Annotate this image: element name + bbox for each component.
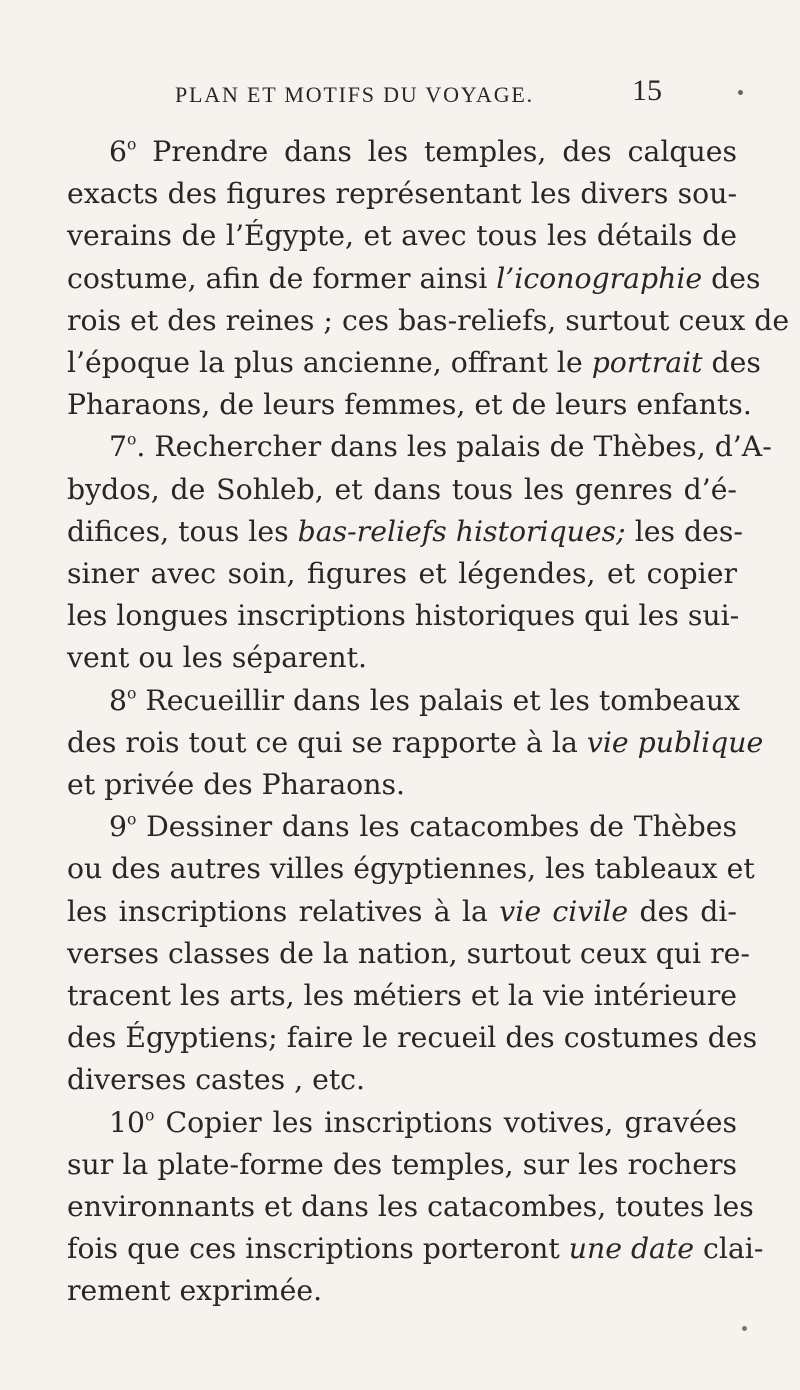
text-run: verses classes de la nation, surtout ceux qui re-	[67, 936, 750, 970]
text-run: verains de l’Égypte, et avec tous les détails de	[67, 219, 737, 253]
page-number: 15	[632, 74, 662, 107]
text-run: fois que ces inscriptions porteront	[67, 1232, 569, 1266]
text-run: les longues inscriptions historiques qui les sui-	[67, 599, 740, 633]
italic-text: l’iconographie	[496, 261, 703, 295]
text-line	[67, 342, 761, 384]
text-run: clai-	[694, 1232, 764, 1266]
text-run: 6	[109, 135, 128, 168]
running-head-title: PLAN ET MOTIFS DU VOYAGE.	[175, 82, 534, 107]
text-run: les inscriptions relatives à la	[67, 894, 500, 928]
text-run: des	[702, 346, 761, 380]
text-run: 7	[109, 430, 128, 464]
ordinal-superscript: o	[127, 810, 137, 829]
ordinal-superscript: o	[145, 1106, 155, 1124]
text-run: Copier les inscriptions votives, gravées	[154, 1105, 737, 1139]
text-run: bydos, de Sohleb, et dans tous les genres d’é-	[67, 472, 737, 506]
paragraph	[67, 1102, 764, 1313]
text-run: les des-	[625, 514, 743, 548]
text-line	[67, 722, 764, 764]
italic-text: une date	[568, 1232, 695, 1266]
text-line	[67, 426, 772, 468]
text-run: des di-	[628, 894, 737, 928]
text-run: diverses castes , etc.	[67, 1063, 366, 1097]
text-run: siner avec soin, figures et légendes, et copier	[67, 557, 737, 591]
text-run: tracent les arts, les métiers et la vie intérieure	[67, 979, 737, 1013]
text-line	[67, 764, 737, 806]
ink-speck	[742, 1326, 747, 1331]
text-line	[67, 1228, 764, 1270]
body-text	[67, 131, 790, 1313]
text-line	[67, 469, 737, 511]
text-line	[67, 384, 752, 426]
ordinal-superscript: o	[127, 430, 137, 449]
text-run: ou des autres villes égyptiennes, les tableaux et	[67, 852, 755, 886]
text-run: vent ou les séparent.	[67, 641, 368, 675]
text-line	[67, 891, 737, 933]
ordinal-superscript: o	[127, 683, 137, 702]
italic-text: portrait	[591, 346, 703, 380]
text-line	[67, 933, 750, 975]
text-line	[67, 300, 790, 342]
text-run: sur la plate-forme des temples, sur les rochers	[67, 1147, 737, 1181]
text-run: 8	[109, 683, 128, 717]
text-line	[67, 1059, 737, 1101]
text-line	[67, 553, 737, 595]
text-run: Dessiner dans les catacombes de Thèbes	[136, 810, 737, 844]
text-run: difices, tous les	[67, 514, 298, 548]
text-line	[67, 1017, 758, 1059]
ink-speck	[738, 90, 743, 95]
ordinal-superscript: o	[127, 135, 137, 154]
text-line	[67, 637, 737, 679]
paragraph	[67, 131, 790, 426]
text-run: 10	[109, 1105, 146, 1139]
text-run: Recueillir dans les palais et les tombeaux	[136, 683, 741, 717]
text-run: Prendre dans les temples, des calques	[136, 135, 737, 168]
text-line	[67, 258, 761, 300]
paragraph	[67, 680, 764, 807]
italic-text: vie civile	[499, 894, 629, 928]
italic-text: bas-reliefs historiques;	[297, 514, 626, 548]
text-run: rement exprimée.	[67, 1274, 323, 1308]
text-line	[67, 1270, 737, 1312]
text-run: des rois tout ce qui se rapporte à la	[67, 725, 587, 759]
text-run: environnants et dans les catacombes, toutes les	[67, 1190, 754, 1224]
paragraph	[67, 806, 758, 1101]
text-run: Pharaons, de leurs femmes, et de leurs enfants.	[67, 388, 752, 422]
italic-text: vie publique	[586, 725, 764, 759]
text-run: rois et des reines ; ces bas-reliefs, surtout ceux de	[67, 303, 790, 337]
text-run: et privée des Pharaons.	[67, 768, 405, 802]
running-head	[0, 74, 800, 120]
text-run: exacts des figures représentant les divers sou-	[67, 177, 737, 211]
text-line	[67, 806, 737, 848]
paragraph	[67, 426, 772, 679]
text-line	[67, 173, 737, 215]
text-run: l’époque la plus ancienne, offrant le	[67, 346, 592, 380]
text-line	[67, 131, 737, 173]
text-line	[67, 1186, 754, 1228]
text-line	[67, 511, 743, 553]
text-run: des Égyptiens; faire le recueil des costumes des	[67, 1021, 758, 1055]
text-line	[67, 215, 737, 257]
text-line	[67, 1102, 737, 1144]
text-line	[67, 975, 737, 1017]
text-line	[67, 595, 740, 637]
text-line	[67, 1144, 737, 1186]
text-line	[67, 848, 755, 890]
text-run: des	[702, 261, 761, 295]
text-run: 9	[109, 810, 128, 844]
text-run: costume, afin de former ainsi	[67, 261, 497, 295]
text-line	[67, 680, 741, 722]
text-run: . Rechercher dans les palais de Thèbes, d’A-	[136, 430, 772, 464]
